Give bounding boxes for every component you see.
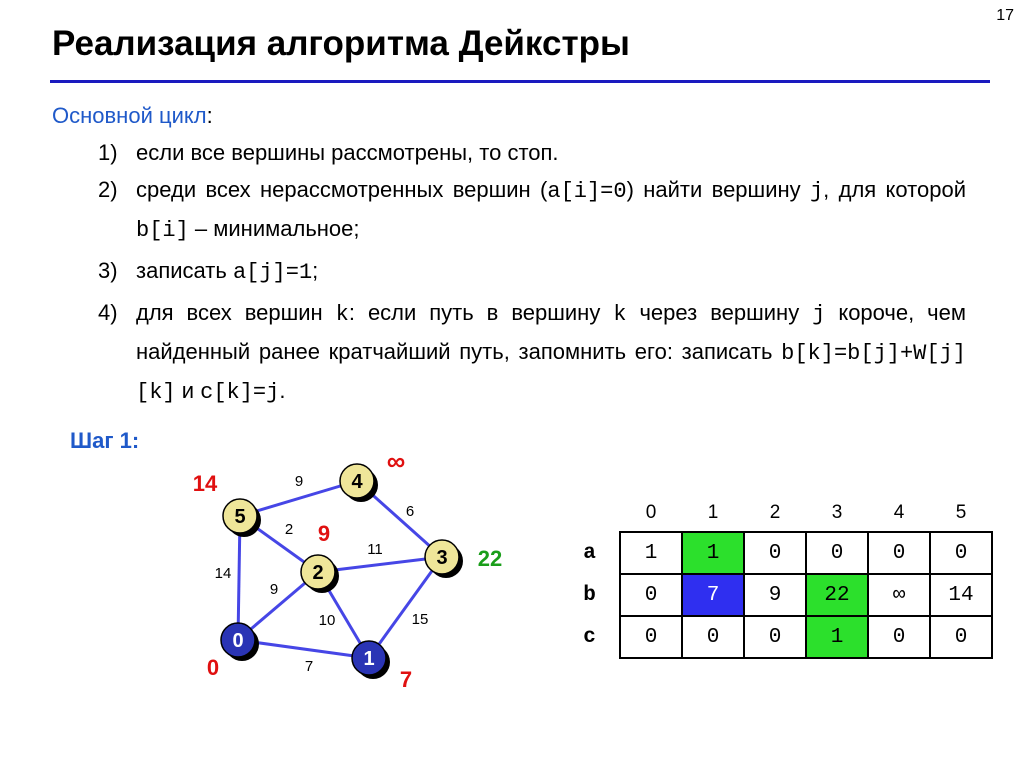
text-run: короче, чем найденный ранее кратчайший путь, запомнить его: записать bbox=[136, 300, 967, 364]
slide-title: Реализация алгоритма Дейкстры bbox=[52, 24, 630, 63]
code-run: j bbox=[812, 302, 826, 327]
node-distance-label: 0 bbox=[206, 655, 220, 680]
item-number: 3) bbox=[98, 258, 118, 283]
table-cell: 9 bbox=[744, 574, 806, 616]
column-header: 4 bbox=[893, 502, 905, 523]
table-cell: 0 bbox=[682, 616, 744, 658]
code-run: k bbox=[335, 302, 349, 327]
code-run: a[j]=1 bbox=[232, 260, 313, 285]
edge-weight-label: 9 bbox=[269, 581, 279, 598]
table-cell: 0 bbox=[806, 532, 868, 574]
text-run: . bbox=[279, 378, 286, 403]
table-corner bbox=[560, 495, 620, 532]
text-run: через вершину bbox=[626, 300, 813, 325]
node-distance-label: 9 bbox=[317, 521, 331, 546]
code-run: c[k]=j bbox=[200, 380, 280, 405]
text-run: записать bbox=[136, 258, 233, 283]
heading-label: Основной цикл bbox=[52, 103, 207, 128]
column-header: 0 bbox=[645, 502, 657, 523]
node-label: 0 bbox=[232, 630, 244, 652]
table-cell: 0 bbox=[930, 532, 992, 574]
column-header: 1 bbox=[707, 502, 719, 523]
row-label: c bbox=[583, 625, 596, 649]
text-run: ) найти вершину bbox=[626, 177, 810, 202]
code-run: j bbox=[809, 179, 824, 204]
item-number: 4) bbox=[98, 300, 118, 325]
edge-weight-label: 11 bbox=[367, 541, 383, 558]
table-row-b bbox=[560, 574, 992, 616]
column-header: 2 bbox=[769, 502, 781, 523]
table-cell: 0 bbox=[744, 616, 806, 658]
edge-weight-label: 2 bbox=[284, 521, 294, 538]
code-run: b[i] bbox=[136, 218, 189, 243]
code-run: k bbox=[613, 302, 627, 327]
table-cell: 0 bbox=[744, 532, 806, 574]
slide-number: 17 bbox=[996, 7, 1014, 24]
edge-weight-label: 10 bbox=[318, 612, 336, 629]
column-header: 3 bbox=[831, 502, 843, 523]
table-cell: 0 bbox=[868, 532, 930, 574]
node-distance-label: 7 bbox=[399, 667, 413, 692]
table-cell: 14 bbox=[930, 574, 992, 616]
node-label: 5 bbox=[234, 506, 246, 528]
text-run: среди всех нерассмотренных вершин ( bbox=[136, 177, 548, 202]
node-distance-label: ∞ bbox=[386, 446, 406, 476]
column-header: 5 bbox=[955, 502, 967, 523]
code-run: a[i]=0 bbox=[547, 179, 627, 204]
edge-weight-label: 9 bbox=[294, 473, 304, 490]
edge-weight-label: 6 bbox=[405, 503, 415, 520]
text-run: ; bbox=[312, 258, 319, 283]
table-cell: 0 bbox=[620, 574, 682, 616]
table-cell: 1 bbox=[620, 532, 682, 574]
text-run: – минимальное; bbox=[188, 216, 360, 241]
table-cell: ∞ bbox=[868, 574, 930, 616]
node-distance-label: 14 bbox=[192, 471, 218, 496]
node-label: 3 bbox=[436, 547, 448, 569]
edge-weight-label: 7 bbox=[304, 658, 314, 675]
node-distance-label: 22 bbox=[477, 546, 503, 571]
table-cell: 0 bbox=[620, 616, 682, 658]
row-label: a bbox=[583, 541, 596, 565]
table-row-a bbox=[560, 532, 992, 574]
text-run: для всех вершин bbox=[136, 300, 336, 325]
graph-edge bbox=[369, 557, 442, 658]
item-number: 2) bbox=[98, 177, 118, 202]
table-cell: 1 bbox=[682, 532, 744, 574]
row-label: b bbox=[583, 583, 596, 607]
table-row-c bbox=[560, 616, 992, 658]
table-cell: 7 bbox=[682, 574, 744, 616]
state-table bbox=[560, 495, 993, 659]
edge-weight-label: 14 bbox=[214, 565, 232, 582]
table-cell: 0 bbox=[868, 616, 930, 658]
node-label: 4 bbox=[351, 471, 363, 493]
table-cell: 22 bbox=[806, 574, 868, 616]
step-label: Шаг 1: bbox=[70, 428, 140, 453]
code-run: b[k]=b[j]+W[j][k] bbox=[136, 341, 966, 405]
text-run: , для которой bbox=[823, 177, 966, 202]
node-label: 1 bbox=[363, 648, 375, 670]
text-run: и bbox=[175, 378, 201, 403]
text-run: : если путь в вершину bbox=[348, 300, 614, 325]
text-run: если все вершины рассмотрены, то стоп. bbox=[136, 140, 559, 165]
node-label: 2 bbox=[312, 562, 324, 584]
edge-weight-label: 15 bbox=[411, 611, 429, 628]
table-header-row bbox=[560, 495, 992, 532]
table-cell: 1 bbox=[806, 616, 868, 658]
heading-colon: : bbox=[206, 103, 213, 128]
item-number: 1) bbox=[98, 140, 118, 165]
table-cell: 0 bbox=[930, 616, 992, 658]
